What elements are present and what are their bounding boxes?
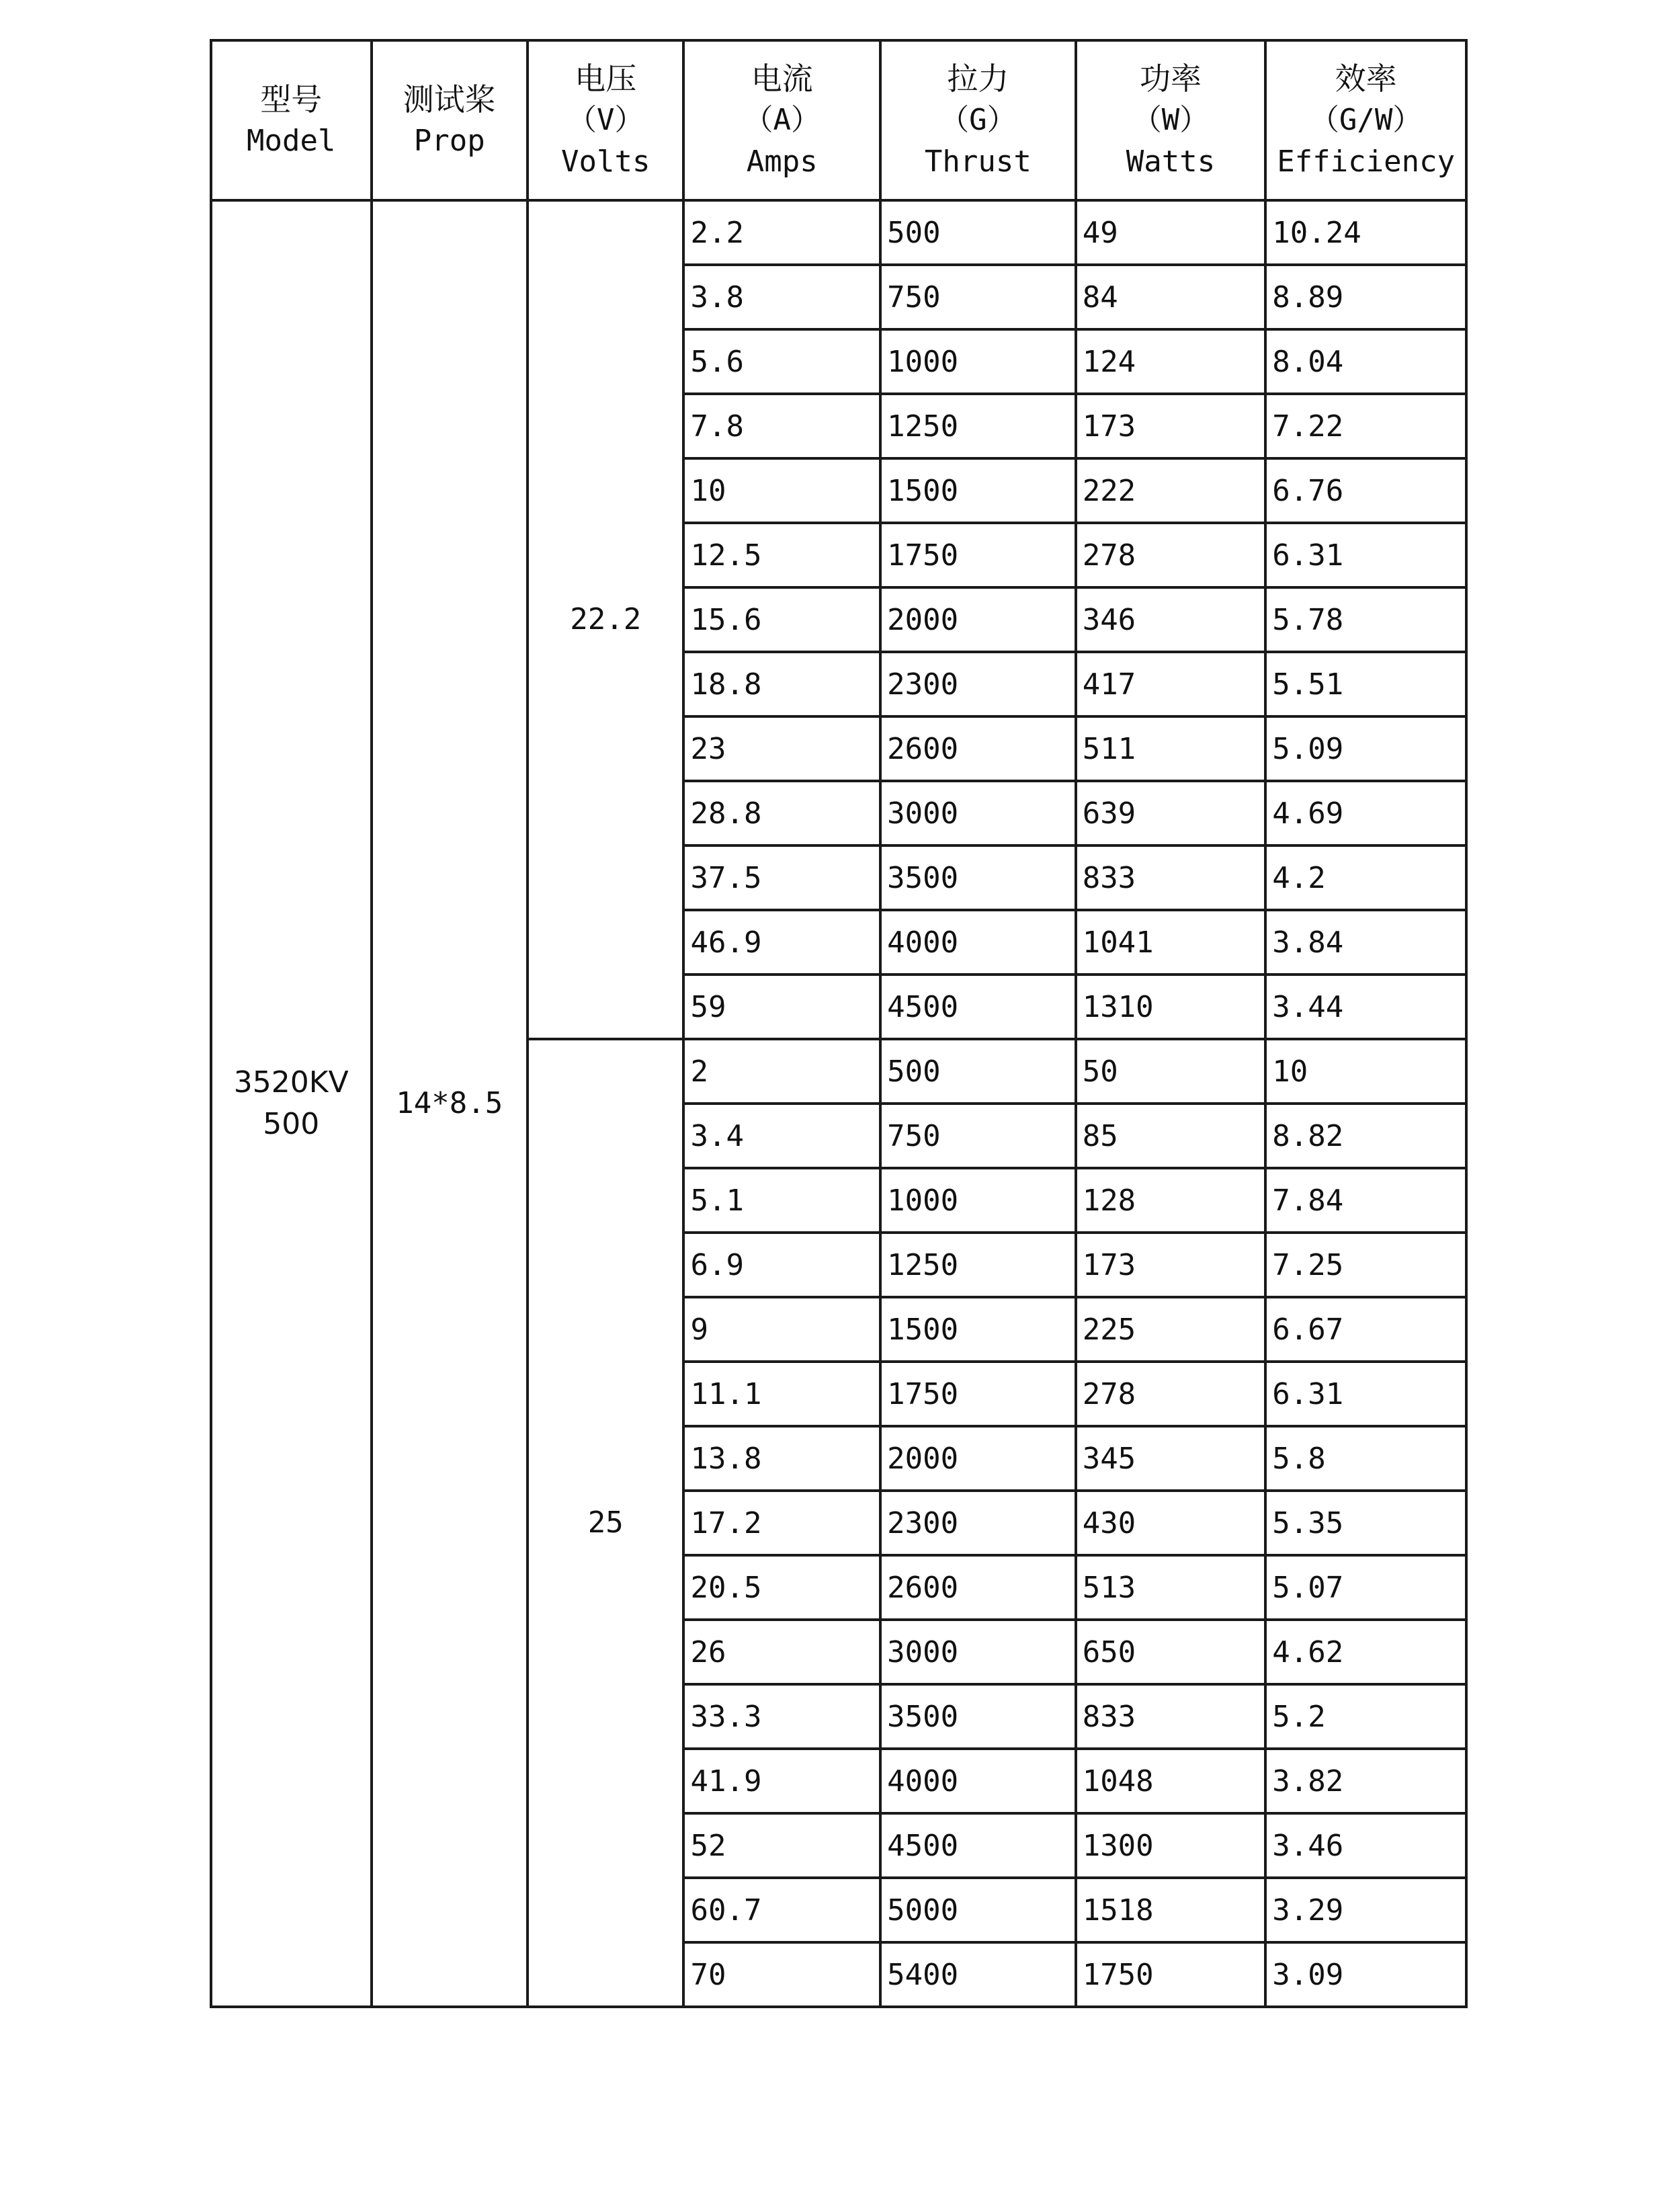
header-volts-zh: 电压 bbox=[575, 60, 637, 97]
amps-cell: 20.5 bbox=[683, 1555, 880, 1620]
thrust-cell: 3000 bbox=[880, 1620, 1076, 1684]
thrust-cell: 750 bbox=[880, 265, 1076, 329]
amps-cell: 13.8 bbox=[683, 1426, 880, 1491]
amps-cell: 5.1 bbox=[683, 1168, 880, 1233]
header-model bbox=[211, 40, 372, 200]
header-efficiency-unit: （G/W） bbox=[1309, 103, 1423, 137]
efficiency-cell: 3.29 bbox=[1265, 1878, 1466, 1942]
efficiency-cell: 5.51 bbox=[1265, 652, 1466, 716]
header-thrust-unit: （G） bbox=[939, 103, 1017, 137]
header-thrust-zh: 拉力 bbox=[947, 60, 1009, 97]
efficiency-cell: 7.22 bbox=[1265, 394, 1466, 458]
watts-cell: 84 bbox=[1076, 265, 1266, 329]
watts-cell: 222 bbox=[1076, 458, 1266, 523]
amps-cell: 37.5 bbox=[683, 845, 880, 910]
amps-cell: 26 bbox=[683, 1620, 880, 1684]
amps-cell: 59 bbox=[683, 975, 880, 1039]
header-amps-zh: 电流 bbox=[751, 60, 813, 97]
efficiency-cell: 4.69 bbox=[1265, 781, 1466, 845]
efficiency-cell: 5.8 bbox=[1265, 1426, 1466, 1491]
amps-cell: 23 bbox=[683, 716, 880, 781]
amps-cell: 2 bbox=[683, 1039, 880, 1104]
watts-cell: 124 bbox=[1076, 329, 1266, 394]
efficiency-cell: 4.62 bbox=[1265, 1620, 1466, 1684]
amps-cell: 28.8 bbox=[683, 781, 880, 845]
thrust-cell: 1000 bbox=[880, 1168, 1076, 1233]
thrust-cell: 5000 bbox=[880, 1878, 1076, 1942]
header-watts-zh: 功率 bbox=[1140, 60, 1202, 97]
efficiency-cell: 7.84 bbox=[1265, 1168, 1466, 1233]
watts-cell: 173 bbox=[1076, 1233, 1266, 1297]
watts-cell: 85 bbox=[1076, 1104, 1266, 1168]
watts-cell: 173 bbox=[1076, 394, 1266, 458]
thrust-cell: 3500 bbox=[880, 1684, 1076, 1749]
watts-cell: 1048 bbox=[1076, 1749, 1266, 1813]
thrust-cell: 4500 bbox=[880, 975, 1076, 1039]
amps-cell: 33.3 bbox=[683, 1684, 880, 1749]
motor-test-table bbox=[210, 39, 1468, 2008]
efficiency-cell: 5.2 bbox=[1265, 1684, 1466, 1749]
thrust-cell: 500 bbox=[880, 200, 1076, 265]
amps-cell: 10 bbox=[683, 458, 880, 523]
thrust-cell: 2300 bbox=[880, 1491, 1076, 1555]
efficiency-cell: 8.04 bbox=[1265, 329, 1466, 394]
header-thrust-en: Thrust bbox=[924, 144, 1032, 179]
amps-cell: 46.9 bbox=[683, 910, 880, 975]
watts-cell: 513 bbox=[1076, 1555, 1266, 1620]
voltage-cell: 25 bbox=[528, 1039, 683, 2007]
efficiency-cell: 6.31 bbox=[1265, 1362, 1466, 1426]
header-volts-en: Volts bbox=[561, 144, 650, 179]
amps-cell: 12.5 bbox=[683, 523, 880, 587]
header-efficiency bbox=[1265, 40, 1466, 200]
header-volts bbox=[528, 40, 683, 200]
table-body bbox=[211, 200, 1466, 2007]
thrust-cell: 1250 bbox=[880, 394, 1076, 458]
thrust-cell: 1500 bbox=[880, 1297, 1076, 1362]
efficiency-cell: 3.46 bbox=[1265, 1813, 1466, 1878]
watts-cell: 225 bbox=[1076, 1297, 1266, 1362]
header-thrust bbox=[880, 40, 1076, 200]
amps-cell: 3.4 bbox=[683, 1104, 880, 1168]
watts-cell: 1300 bbox=[1076, 1813, 1266, 1878]
thrust-cell: 1750 bbox=[880, 1362, 1076, 1426]
efficiency-cell: 3.84 bbox=[1265, 910, 1466, 975]
watts-cell: 278 bbox=[1076, 1362, 1266, 1426]
amps-cell: 7.8 bbox=[683, 394, 880, 458]
watts-cell: 345 bbox=[1076, 1426, 1266, 1491]
thrust-cell: 1500 bbox=[880, 458, 1076, 523]
amps-cell: 18.8 bbox=[683, 652, 880, 716]
watts-cell: 49 bbox=[1076, 200, 1266, 265]
amps-cell: 11.1 bbox=[683, 1362, 880, 1426]
efficiency-cell: 10.24 bbox=[1265, 200, 1466, 265]
watts-cell: 1518 bbox=[1076, 1878, 1266, 1942]
amps-cell: 9 bbox=[683, 1297, 880, 1362]
thrust-cell: 1000 bbox=[880, 329, 1076, 394]
header-amps-en: Amps bbox=[746, 144, 818, 179]
header-prop bbox=[372, 40, 528, 200]
thrust-cell: 1750 bbox=[880, 523, 1076, 587]
thrust-cell: 2000 bbox=[880, 587, 1076, 652]
efficiency-cell: 6.67 bbox=[1265, 1297, 1466, 1362]
watts-cell: 511 bbox=[1076, 716, 1266, 781]
voltage-cell: 22.2 bbox=[528, 200, 683, 1039]
watts-cell: 1041 bbox=[1076, 910, 1266, 975]
efficiency-cell: 3.82 bbox=[1265, 1749, 1466, 1813]
efficiency-cell: 3.09 bbox=[1265, 1942, 1466, 2007]
amps-cell: 52 bbox=[683, 1813, 880, 1878]
watts-cell: 346 bbox=[1076, 587, 1266, 652]
efficiency-cell: 3.44 bbox=[1265, 975, 1466, 1039]
thrust-cell: 3500 bbox=[880, 845, 1076, 910]
watts-cell: 128 bbox=[1076, 1168, 1266, 1233]
efficiency-cell: 6.31 bbox=[1265, 523, 1466, 587]
header-prop-zh: 测试桨 bbox=[403, 81, 496, 118]
thrust-cell: 2000 bbox=[880, 1426, 1076, 1491]
header-efficiency-zh: 效率 bbox=[1335, 60, 1397, 97]
watts-cell: 833 bbox=[1076, 845, 1266, 910]
header-amps bbox=[683, 40, 880, 200]
watts-cell: 278 bbox=[1076, 523, 1266, 587]
amps-cell: 70 bbox=[683, 1942, 880, 2007]
efficiency-cell: 5.78 bbox=[1265, 587, 1466, 652]
table-row bbox=[211, 200, 1466, 265]
header-prop-en: Prop bbox=[413, 124, 485, 158]
watts-cell: 417 bbox=[1076, 652, 1266, 716]
header-model-en: Model bbox=[247, 124, 336, 158]
thrust-cell: 3000 bbox=[880, 781, 1076, 845]
header-watts-en: Watts bbox=[1126, 144, 1216, 179]
efficiency-cell: 4.2 bbox=[1265, 845, 1466, 910]
thrust-cell: 5400 bbox=[880, 1942, 1076, 2007]
efficiency-cell: 8.89 bbox=[1265, 265, 1466, 329]
model-cell: 3520KV500 bbox=[211, 200, 372, 2007]
amps-cell: 15.6 bbox=[683, 587, 880, 652]
watts-cell: 833 bbox=[1076, 1684, 1266, 1749]
watts-cell: 650 bbox=[1076, 1620, 1266, 1684]
prop-cell: 14*8.5 bbox=[372, 200, 528, 2007]
watts-cell: 1310 bbox=[1076, 975, 1266, 1039]
header-efficiency-en: Efficiency bbox=[1277, 144, 1456, 179]
watts-cell: 639 bbox=[1076, 781, 1266, 845]
efficiency-cell: 10 bbox=[1265, 1039, 1466, 1104]
thrust-cell: 2300 bbox=[880, 652, 1076, 716]
header-model-zh: 型号 bbox=[260, 81, 323, 118]
amps-cell: 2.2 bbox=[683, 200, 880, 265]
efficiency-cell: 5.07 bbox=[1265, 1555, 1466, 1620]
efficiency-cell: 8.82 bbox=[1265, 1104, 1466, 1168]
thrust-cell: 2600 bbox=[880, 716, 1076, 781]
watts-cell: 430 bbox=[1076, 1491, 1266, 1555]
thrust-cell: 4000 bbox=[880, 910, 1076, 975]
thrust-cell: 1250 bbox=[880, 1233, 1076, 1297]
thrust-cell: 500 bbox=[880, 1039, 1076, 1104]
amps-cell: 3.8 bbox=[683, 265, 880, 329]
thrust-cell: 4500 bbox=[880, 1813, 1076, 1878]
header-row bbox=[211, 40, 1466, 200]
amps-cell: 60.7 bbox=[683, 1878, 880, 1942]
efficiency-cell: 6.76 bbox=[1265, 458, 1466, 523]
amps-cell: 6.9 bbox=[683, 1233, 880, 1297]
amps-cell: 5.6 bbox=[683, 329, 880, 394]
header-volts-unit: （V） bbox=[566, 103, 644, 137]
thrust-cell: 2600 bbox=[880, 1555, 1076, 1620]
header-watts-unit: （W） bbox=[1132, 103, 1210, 137]
header-amps-unit: （A） bbox=[743, 103, 821, 137]
amps-cell: 17.2 bbox=[683, 1491, 880, 1555]
watts-cell: 1750 bbox=[1076, 1942, 1266, 2007]
thrust-cell: 4000 bbox=[880, 1749, 1076, 1813]
thrust-cell: 750 bbox=[880, 1104, 1076, 1168]
watts-cell: 50 bbox=[1076, 1039, 1266, 1104]
efficiency-cell: 7.25 bbox=[1265, 1233, 1466, 1297]
header-watts bbox=[1076, 40, 1266, 200]
efficiency-cell: 5.09 bbox=[1265, 716, 1466, 781]
amps-cell: 41.9 bbox=[683, 1749, 880, 1813]
efficiency-cell: 5.35 bbox=[1265, 1491, 1466, 1555]
